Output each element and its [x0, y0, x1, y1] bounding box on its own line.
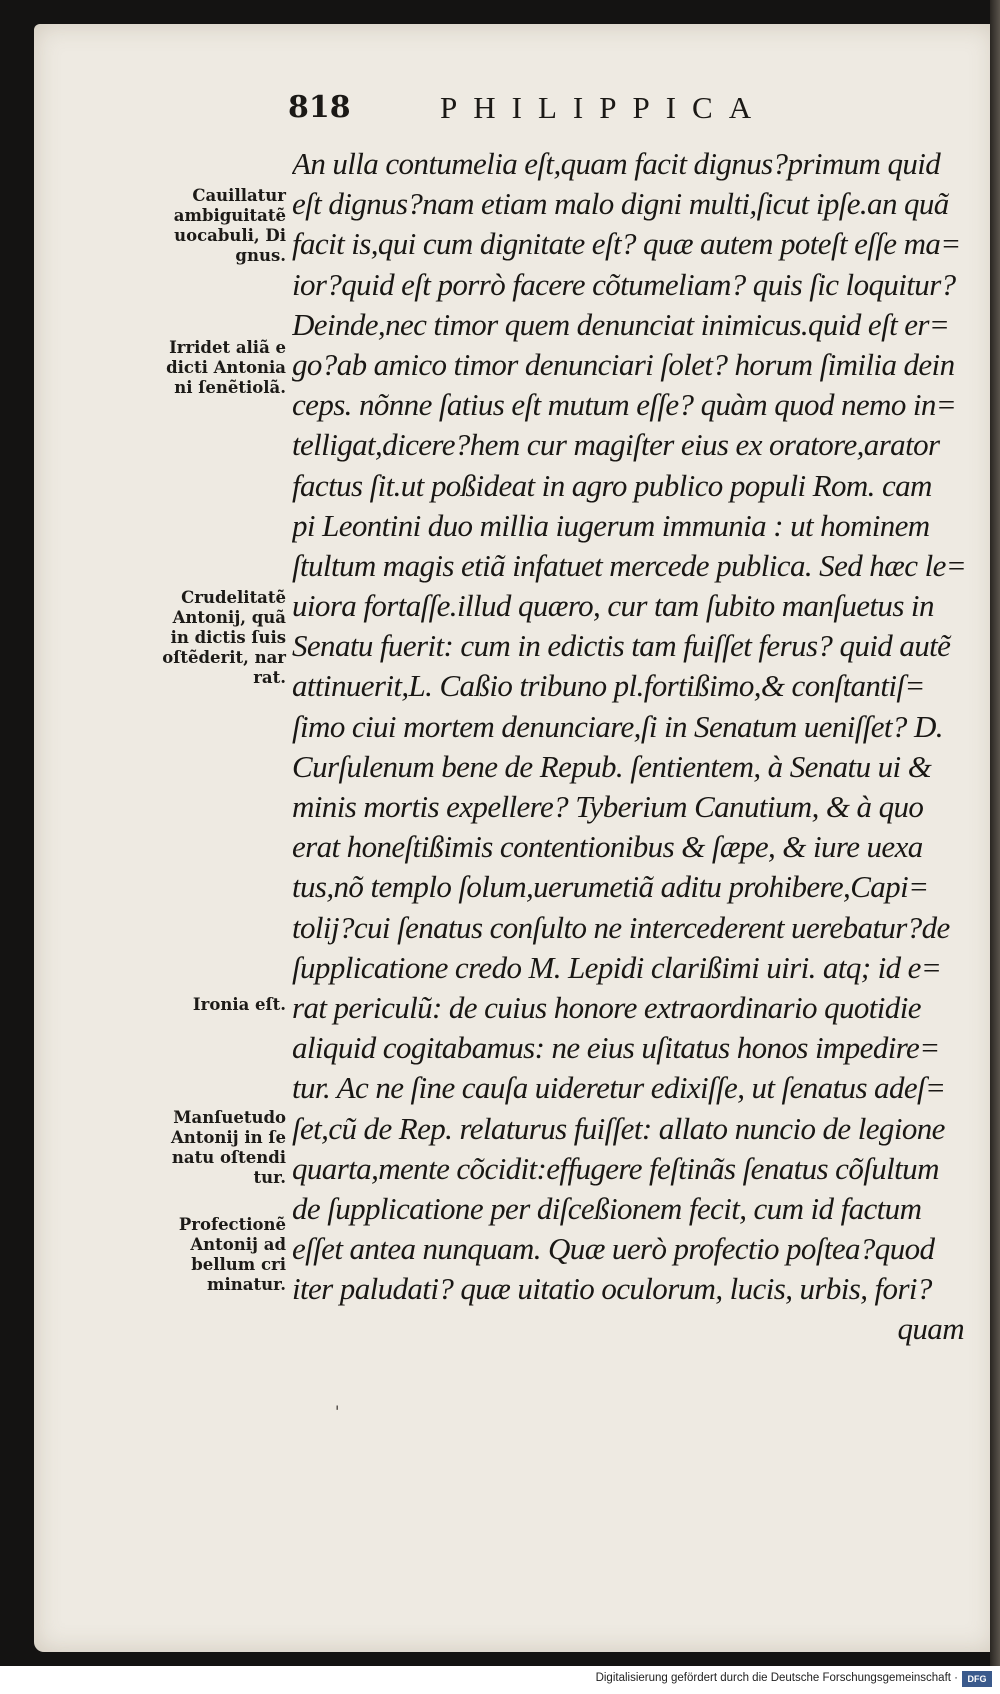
- marginal-note-5: [171, 1108, 286, 1188]
- marginal-note-line: Crudelitatẽ: [181, 588, 286, 607]
- marginal-note-line: uocabuli, Di: [174, 226, 286, 245]
- text-line: ſupplicatione credo M. Lepidi clarißimi uiri. atq; id e=: [292, 949, 942, 985]
- marginal-note-line: minatur.: [207, 1275, 286, 1294]
- text-line: quarta,mente cõcidit:effugere feſtinãs ſenatus cõſultum: [292, 1150, 939, 1186]
- footer-credit: Digitalisierung gefördert durch die Deutsche Forschungsgemeinschaft ·: [595, 1672, 958, 1684]
- text-line: erat honeſtißimis contentionibus & ſæpe, & iure uexa: [292, 829, 923, 865]
- text-line: facit is,qui cum dignitate eſt? quæ autem poteſt eſſe ma=: [292, 226, 961, 262]
- text-line: uiora fortaſſe.illud quæro, cur tam ſubito manſuetus in: [292, 588, 934, 624]
- text-line: ſtultum magis etiã infatuet mercede publica. Sed hæc le=: [292, 547, 967, 583]
- text-line: minis mortis expellere? Tyberium Canutium, & à quo: [292, 789, 924, 824]
- text-line: ſet,cũ de Rep. relaturus fuiſſet: allato nuncio de legione: [292, 1110, 945, 1146]
- text-line: Curſulenum bene de Repub. ſentientem, à Senatu ui &: [292, 748, 932, 784]
- text-line: Deinde,nec timor quem denunciat inimicus.quid eſt er=: [292, 306, 950, 342]
- text-line: ſimo ciui mortem denunciare,ſi in Senatum ueniſſet? D.: [292, 708, 943, 744]
- text-line: attinuerit,L. Caßio tribuno pl.fortißimo,& conſtantiſ=: [292, 668, 925, 704]
- marginal-note-line: tur.: [253, 1168, 286, 1187]
- text-line: ior?quid eſt porrò facere cõtumeliam? quis ſic loquitur?: [292, 266, 956, 302]
- marginal-note-line: gnus.: [235, 246, 286, 265]
- marginal-note-line: Ironia eſt.: [192, 995, 286, 1014]
- marginal-note-6: [179, 1215, 286, 1295]
- text-line: de ſupplicatione per diſceßionem fecit, cum id factum: [292, 1190, 922, 1226]
- running-title: PHILIPPICA: [440, 90, 768, 125]
- text-line: eſſet antea nunquam. Quæ uerò profectio poſtea?quod: [292, 1231, 935, 1267]
- marginal-note-line: natu oſtendi: [171, 1148, 286, 1167]
- main-text: [292, 144, 974, 1350]
- marginal-note-line: Cauillatur: [192, 186, 286, 205]
- marginal-note-line: rat.: [253, 668, 286, 687]
- text-line: aliquid cogitabamus: ne eius uſitatus honos impedire=: [292, 1030, 940, 1066]
- text-line: telligat,dicere?hem cur magiſter eius ex oratore,arator: [292, 427, 940, 463]
- text-line: go?ab amico timor denunciari ſolet? horum ſimilia dein: [292, 346, 955, 382]
- marginal-note-line: dicti Antonia: [166, 358, 286, 377]
- text-line: factus ſit.ut poßideat in agro publico populi Rom. cam: [292, 467, 932, 503]
- marginal-note-line: ambiguitatẽ: [173, 206, 286, 225]
- text-line: An ulla contumelia eſt,quam facit dignus?primum quid: [292, 146, 941, 181]
- text-line: Senatu fuerit: cum in edictis tam fuiſſet ferus? quid autẽ: [292, 628, 951, 664]
- text-line: pi Leontini duo millia iugerum immunia : ut hominem: [292, 507, 930, 543]
- marginal-note-line: in dictis ſuis: [170, 628, 286, 647]
- marginal-note-line: ni ſenẽtiolã.: [174, 378, 286, 397]
- marginal-note-1: [174, 186, 286, 266]
- text-line: tolij?cui ſenatus conſulto ne intercederent uerebatur?de: [292, 909, 950, 945]
- marginal-note-4: [193, 995, 286, 1015]
- text-line: eſt dignus?nam etiam malo digni multi,ſicut ipſe.an quã: [292, 186, 949, 222]
- catchword: quam: [897, 1311, 964, 1347]
- marginal-note-line: Irridet aliã e: [169, 338, 286, 357]
- text-line: tus,nõ templo ſolum,uerumetiã aditu prohibere,Capi=: [292, 869, 929, 905]
- marginal-note-line: Profectionẽ: [178, 1215, 286, 1234]
- signature-mark: ': [335, 1402, 340, 1421]
- marginal-note-line: Antonij in ſe: [170, 1128, 286, 1147]
- marginal-note-line: bellum cri: [191, 1255, 286, 1274]
- page-header: [0, 90, 1000, 130]
- text-line: ceps. nõnne ſatius eſt mutum eſſe? quàm quod nemo in=: [292, 387, 957, 423]
- marginal-note-3: [162, 588, 286, 688]
- dfg-logo-icon: DFG: [962, 1671, 992, 1687]
- marginal-note-line: Antonij ad: [190, 1235, 286, 1254]
- footer-bar: [0, 1666, 1000, 1694]
- marginal-note-line: Manſuetudo: [173, 1108, 286, 1127]
- marginal-note-2: [166, 338, 286, 398]
- page-number: 818: [288, 90, 351, 125]
- page-edge-shadow: [990, 0, 1000, 1694]
- marginal-note-line: Antonij, quã: [172, 608, 286, 627]
- text-line: iter paludati? quæ uitatio oculorum, lucis, urbis, fori?: [292, 1271, 932, 1307]
- text-line: rat periculũ: de cuius honore extraordinario quotidie: [292, 989, 921, 1025]
- text-line: tur. Ac ne ſine cauſa uideretur edixiſſe, ut ſenatus adeſ=: [292, 1070, 946, 1106]
- marginal-note-line: oſtẽderit, nar: [162, 648, 286, 667]
